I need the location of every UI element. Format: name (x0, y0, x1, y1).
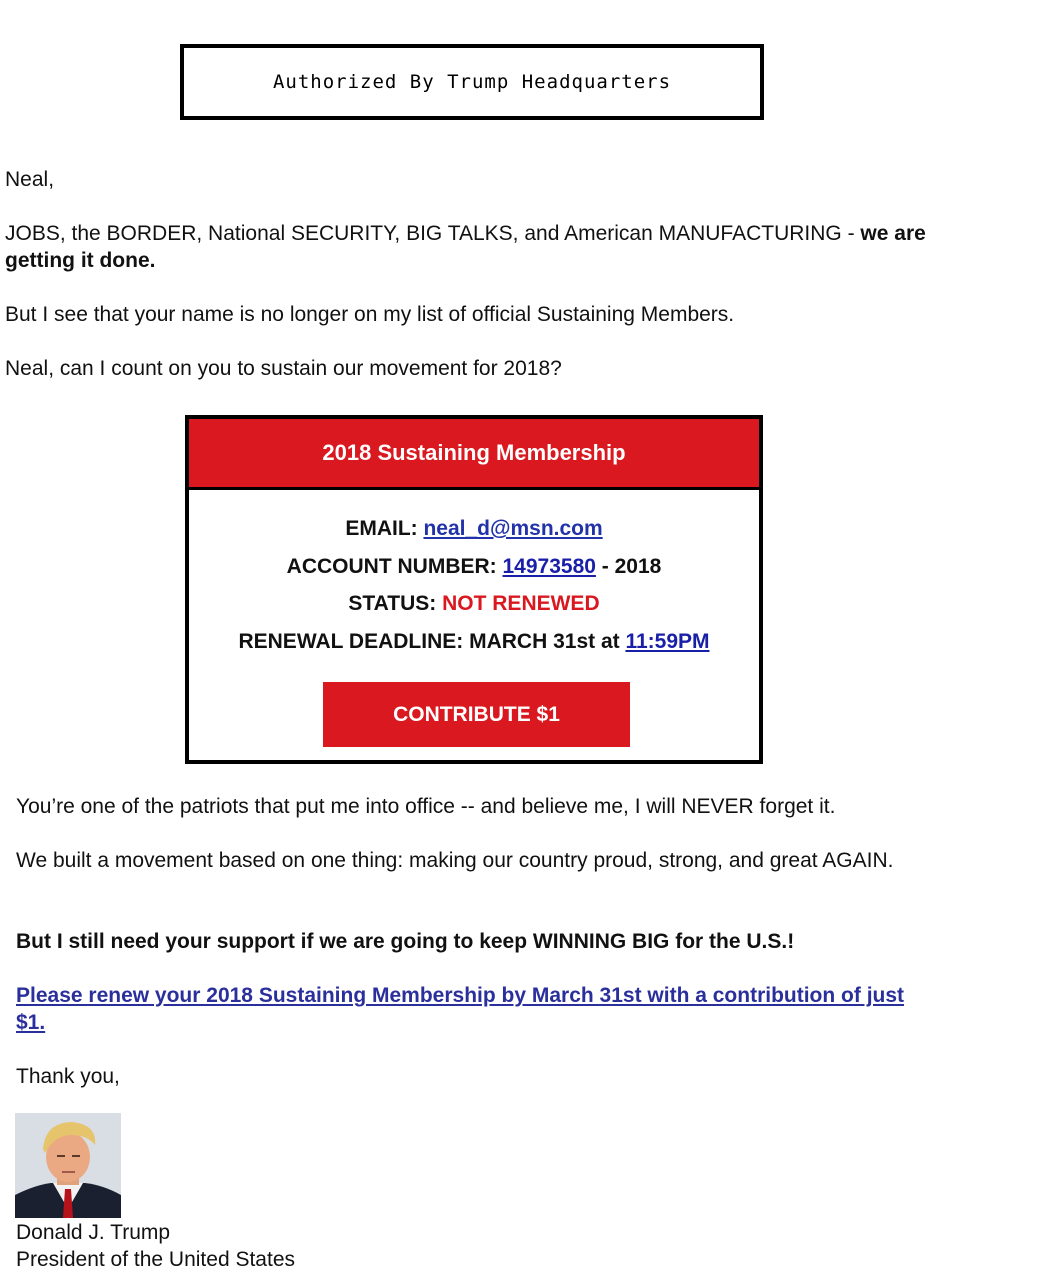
portrait-photo (15, 1113, 121, 1218)
renew-paragraph (16, 982, 916, 1036)
support-paragraph: But I still need your support if we are going to keep WINNING BIG for the U.S.! (16, 930, 795, 953)
thank-you-text: Thank you, (16, 1065, 120, 1088)
signature-title: President of the United States (16, 1248, 295, 1271)
email-link[interactable]: neal_d@msn.com (423, 517, 603, 540)
intro-bold-text: we are getting it done. (5, 222, 926, 272)
status-value: NOT RENEWED (442, 592, 600, 615)
question-paragraph: Neal, can I count on you to sustain our movement for 2018? (5, 357, 562, 380)
membership-title: 2018 Sustaining Membership (322, 440, 626, 465)
renewal-deadline-row (189, 628, 759, 655)
status-row (189, 590, 759, 617)
email-label: EMAIL: (345, 517, 424, 540)
greeting: Neal, (5, 168, 55, 191)
account-label: ACCOUNT NUMBER: (286, 555, 503, 578)
membership-card (185, 415, 763, 764)
authorized-text: Authorized By Trump Headquarters (272, 71, 672, 93)
membership-card-header (189, 419, 759, 490)
patriots-paragraph: You’re one of the patriots that put me into office -- and believe me, I will NEVER forget it. (16, 795, 836, 818)
status-label: STATUS: (348, 592, 443, 615)
account-number-row (189, 553, 759, 580)
deadline-time-link[interactable]: 11:59PM (625, 630, 710, 653)
account-suffix: - 2018 (595, 555, 662, 578)
email-row (189, 515, 759, 542)
deadline-label: RENEWAL DEADLINE: MARCH 31st at (238, 630, 626, 653)
contribute-button[interactable]: CONTRIBUTE $1 (323, 682, 630, 747)
portrait-icon (15, 1113, 121, 1218)
no-longer-member-paragraph: But I see that your name is no longer on my list of official Sustaining Members. (5, 303, 735, 326)
intro-plain-text: JOBS, the BORDER, National SECURITY, BIG TALKS, and American MANUFACTURING - (5, 222, 861, 245)
intro-paragraph (5, 220, 935, 274)
account-number-link[interactable]: 14973580 (502, 555, 596, 578)
renew-membership-link[interactable]: Please renew your 2018 Sustaining Membership by March 31st with a contribution of just $1. (16, 984, 905, 1034)
authorized-banner (180, 44, 764, 120)
signature-name: Donald J. Trump (16, 1221, 171, 1244)
movement-paragraph: We built a movement based on one thing: making our country proud, strong, and great AGAIN. (16, 849, 894, 872)
